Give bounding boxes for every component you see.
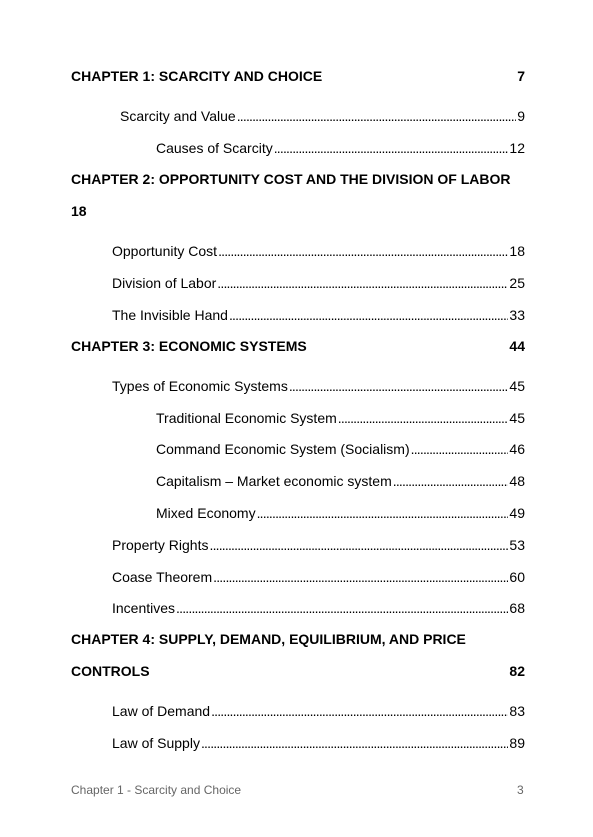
toc-entry-command-economic-system[interactable]	[156, 441, 525, 458]
toc-page-number: 53	[509, 537, 525, 553]
toc-entry-law-of-supply[interactable]	[112, 735, 525, 752]
toc-leader-dots	[237, 108, 517, 125]
toc-chapter-4[interactable]	[71, 631, 525, 648]
toc-chapter-title: CHAPTER 3: ECONOMIC SYSTEMS	[71, 338, 307, 354]
toc-page-number: 82	[509, 663, 525, 679]
toc-entry-causes-of-scarcity[interactable]	[156, 140, 525, 157]
toc-leader-dots	[201, 735, 508, 752]
toc-entry-invisible-hand[interactable]	[112, 307, 525, 324]
toc-page-number: 60	[509, 569, 525, 585]
toc-chapter-3[interactable]	[71, 338, 525, 355]
page-footer-number: 3	[517, 783, 524, 797]
toc-leader-dots	[411, 441, 509, 458]
toc-entry-incentives[interactable]	[112, 600, 525, 617]
toc-entry-title: Division of Labor	[112, 275, 217, 291]
toc-leader-dots	[229, 307, 508, 324]
toc-chapter-title-continued: CONTROLS	[71, 663, 150, 679]
toc-chapter-title: CHAPTER 1: SCARCITY AND CHOICE	[71, 68, 323, 84]
toc-leader-dots	[211, 703, 508, 720]
toc-entry-title: The Invisible Hand	[112, 307, 228, 323]
toc-entry-title: Law of Demand	[112, 703, 211, 719]
toc-entry-title: Mixed Economy	[156, 505, 256, 521]
toc-leader-dots	[213, 569, 508, 586]
toc-entry-title: Causes of Scarcity	[156, 140, 273, 156]
toc-entry-title: Property Rights	[112, 537, 209, 553]
toc-chapter-4-continued[interactable]	[71, 663, 525, 680]
toc-page-number: 12	[509, 140, 525, 156]
toc-page-number: 33	[509, 307, 525, 323]
toc-page-number: 18	[71, 203, 87, 219]
toc-page-number: 7	[517, 68, 525, 84]
toc-page-number: 83	[509, 703, 525, 719]
toc-chapter-title: CHAPTER 4: SUPPLY, DEMAND, EQUILIBRIUM, AND PRICE	[71, 631, 466, 647]
toc-chapter-2-page[interactable]	[71, 203, 525, 220]
toc-entry-title: Traditional Economic System	[156, 410, 337, 426]
toc-entry-title: Command Economic System (Socialism)	[156, 441, 410, 457]
toc-entry-coase-theorem[interactable]	[112, 569, 525, 586]
toc-entry-types-of-economic-systems[interactable]	[112, 378, 525, 395]
toc-entry-title: Capitalism – Market economic system	[156, 473, 392, 489]
toc-leader-dots	[176, 600, 508, 617]
toc-entry-title: Coase Theorem	[112, 569, 213, 585]
toc-chapter-2[interactable]	[71, 171, 525, 188]
toc-page-number: 48	[509, 473, 525, 489]
toc-entry-title: Types of Economic Systems	[112, 378, 288, 394]
page-footer-title: Chapter 1 - Scarcity and Choice	[71, 783, 242, 797]
toc-entry-traditional-economic-system[interactable]	[156, 410, 525, 427]
toc-leader-dots	[217, 275, 508, 292]
toc-leader-dots	[393, 473, 509, 490]
toc-entry-division-of-labor[interactable]	[112, 275, 525, 292]
toc-entry-property-rights[interactable]	[112, 537, 525, 554]
toc-page-number: 9	[517, 108, 525, 124]
toc-page-number: 25	[509, 275, 525, 291]
toc-leader-dots	[257, 505, 509, 522]
toc-page-number: 18	[509, 243, 525, 259]
toc-entry-mixed-economy[interactable]	[156, 505, 525, 522]
toc-leader-dots	[289, 378, 509, 395]
toc-leader-dots	[218, 243, 508, 260]
toc-page-number: 45	[509, 378, 525, 394]
toc-leader-dots	[274, 140, 509, 157]
toc-page-number: 46	[509, 441, 525, 457]
toc-page-number: 89	[509, 735, 525, 751]
toc-entry-title: Incentives	[112, 600, 176, 616]
toc-page-number: 44	[509, 338, 525, 354]
toc-page-number: 45	[509, 410, 525, 426]
toc-page-number: 68	[509, 600, 525, 616]
toc-chapter-1[interactable]	[71, 68, 525, 85]
toc-entry-title: Scarcity and Value	[120, 108, 236, 124]
toc-chapter-title: CHAPTER 2: OPPORTUNITY COST AND THE DIVISION OF LABOR	[71, 171, 511, 187]
toc-leader-dots	[209, 537, 508, 554]
toc-entry-opportunity-cost[interactable]	[112, 243, 525, 260]
toc-leader-dots	[338, 410, 509, 427]
toc-entry-law-of-demand[interactable]	[112, 703, 525, 720]
toc-entry-scarcity-and-value[interactable]	[120, 108, 525, 125]
toc-entry-capitalism[interactable]	[156, 473, 525, 490]
toc-entry-title: Opportunity Cost	[112, 243, 218, 259]
toc-entry-title: Law of Supply	[112, 735, 200, 751]
toc-page-number: 49	[509, 505, 525, 521]
